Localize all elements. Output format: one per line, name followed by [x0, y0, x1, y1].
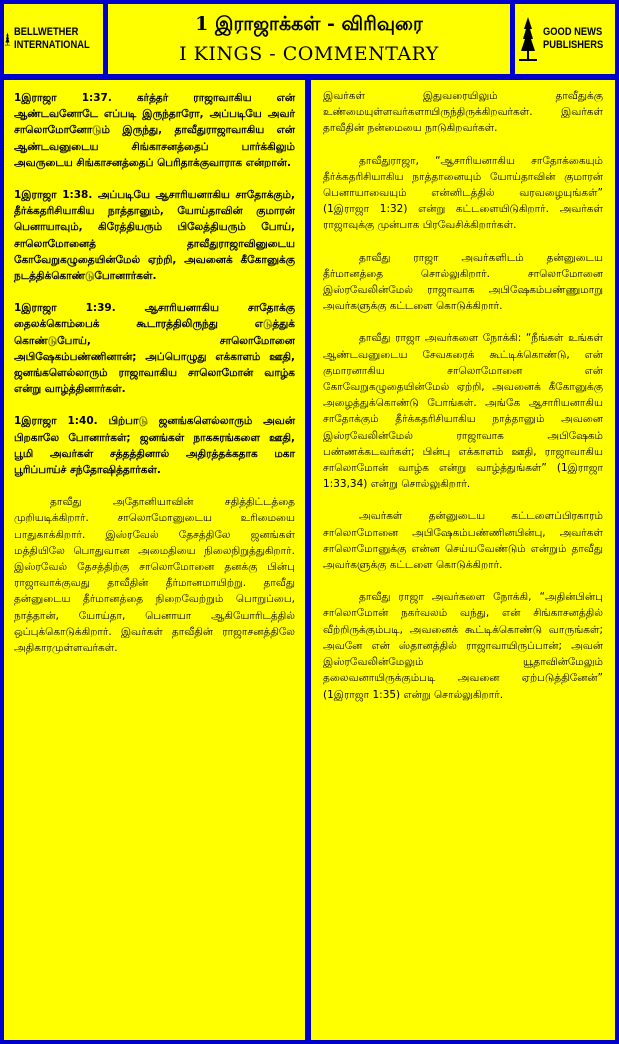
left-column — [4, 80, 305, 1040]
title-tamil: 1 இராஜாக்கள் - விரிவுரை — [195, 13, 423, 35]
verse-1-37: 1இராஜா 1:37. கர்த்தர் ராஜாவாகிய என் ஆண்டவனோடே எப்படி இருந்தாரோ, அப்படியே அவர் சாலொமோனோடும் இருந்து, தாவீதுராஜாவாகிய என் ஆண்டவனுடைய சிங்காசனத்தைப் பார்க்கிலும் அவருடைய சிங்காசனத்தைப் பெரிதாக்குவாராக என்றான். — [14, 92, 295, 169]
verse-1-40: 1இராஜா 1:40. பிற்பாடு ஜனங்களெல்லாரும் அவன் பிறகாலே போனார்கள்; ஜனங்கள் நாகசுரங்களை ஊதி, பூமி அவர்கள் சத்தத்தினால் அதிரத்தக்கதாக மகா பூரிப்பாய்ச் சந்தோஷித்தார்கள். — [14, 415, 295, 477]
bellwether-logo — [4, 4, 103, 74]
right-column — [311, 80, 615, 1040]
verse-1-38: 1இராஜா 1:38. அப்படியே ஆசாரியனாகிய சாதோக்கும், தீர்க்கதரிசியாகிய நாத்தானும், யோய்தாவின் குமாரன் பெனாயாவும், கிரேத்தியரும் பிலேத்தியரும் போய், சாலொமோனைத் தாவீதுராஜாவினுடைய கோவேறுகழுதையின்மேல் ஏற்றி, அவனைக் கீகோனுக்கு நடத்திக்கொண்டுபோனார்கள். — [14, 189, 295, 283]
right-logo-line2: PUBLISHERS — [543, 39, 604, 51]
commentary-paragraph: தாவீது ராஜா அவர்களிடம் தன்னுடைய தீர்மானத்தை சொல்லுகிறார். சாலொமோனை இஸ்ரவேலின்மேல் ராஜாவாக அபிஷேகம்பண்ணுமாறு அவர்களுக்கு கட்டளை கொடுக்கிறார். — [323, 251, 603, 313]
good-news-icon — [516, 15, 540, 63]
verse-1-39: 1இராஜா 1:39. ஆசாரியனாகிய சாதோக்கு தைலக்கொம்பைக் கூடாரத்திலிருந்து எடுத்துக் கொண்டுபோய், சாலொமோனை அபிஷேகம்பண்ணினான்; அப்பொழுது எக்காளம் ஊதி, ஜனங்களெல்லாரும் ராஜாவாகிய சாலொமோன் வாழ்க என்று வாழ்த்தினார்கள். — [14, 302, 295, 396]
commentary-paragraph: தாவீது ராஜா அவர்களை நோக்கி: “நீங்கள் உங்கள் ஆண்டவனுடைய சேவகரைக் கூட்டிக்கொண்டு, என் குமாரனாகிய சாலொமோனை என் கோவேறுகழுதையின்மேல் ஏற்றி, அவனைக் கீகோனுக்கு அழைத்துக்கொண்டு போங்கள். அங்கே ஆசாரியனாகிய சாதோக்கும் தீர்க்கதரிசியாகிய நாத்தானும் அவனை இஸ்ரவேலின்மேல் ராஜாவாக அபிஷேகம் பண்ணக்கடவர்கள்; பின்பு எக்காளம் ஊதி, ராஜாவாகிய சாலொமோன் வாழ்க என்று வாழ்த்துங்கள்” (1இராஜா 1:33,34) என்று சொல்லுகிறார். — [323, 332, 603, 491]
left-logo-line1: BELLWETHER — [13, 26, 79, 38]
page-header — [108, 4, 510, 74]
commentary-paragraph: தாவீது அதோனியாவின் சதித்திட்டத்தை முறியடிக்கிறார். சாலொமோனுடைய உரிமையை பாதுகாக்கிறார். இஸ்ரவேல் தேசத்திலே ஜனங்கள் மத்தியிலே பொதுவான அமைதியை நிலைநிறுத்துகிறார். இஸ்ரவேல் தேசத்திற்கு சாலொமோனை தனக்கு பின்பு ராஜாவாக்குவது தாவீதின் தீர்மானமாயிற்று. தாவீது தன்னுடைய தீர்மானத்தை நிறைவேற்றும் பொறுப்பை, நாத்தான், யோய்தா, பெனாயா ஆகியோரிடத்தில் ஒப்புக்கொடுக்கிறார். இவர்கள் தாவீதின் ராஜாசனத்திலே அதிகாரமுள்ளவர்கள். — [14, 496, 295, 655]
commentary-paragraph: தாவீதுராஜா, “ஆசாரியனாகிய சாதோக்கையும் தீர்க்கதரிசியாகிய நாத்தானையும் யோய்தாவின் குமாரன் பெனாயாவையும் என்னிடத்தில் வரவழையுங்கள்” (1இராஜா 1:32) என்று கட்டளையிடுகிறார். அவர்கள் ராஜாவுக்கு முன்பாக பிரவேசிக்கிறார்கள். — [323, 154, 603, 232]
left-logo-line2: INTERNATIONAL — [13, 39, 90, 51]
good-news-logo — [515, 4, 615, 74]
commentary-paragraph: அவர்கள் தன்னுடைய கட்டளைப்பிரகாரம் சாலொமோனை அபிஷேகம்பண்ணினபின்பு, அவர்கள் சாலொமோனுக்கு என்ன செய்யவேண்டும் என்றும் தாவீது அவர்களுக்கு கட்டளை கொடுக்கிறார். — [323, 510, 603, 572]
right-logo-line1: GOOD NEWS — [543, 26, 603, 38]
commentary-paragraph: தாவீது ராஜா அவர்களை நோக்கி, “அதின்பின்பு சாலொமோன் நகர்வலம் வந்து, என் சிங்காசனத்தில் வீற்றிருக்கும்படி, அவனைக் கூட்டிக்கொண்டு வாருங்கள்; அவனே என் ஸ்தானத்தில் ராஜாவாயிருப்பான்; அவன் இஸ்ரவேலின்மேலும் யூதாவின்மேலும் தலைவனாயிருக்கும்படி அவனை ஏற்படுத்தினேன்” (1இராஜா 1:35) என்று சொல்லுகிறார். — [323, 591, 603, 701]
commentary-paragraph: இவர்கள் இதுவரையிலும் தாவீதுக்கு உண்மையுள்ளவர்களாயிருந்திருக்கிறவர்கள். இவர்கள் தாவீதின் நன்மையை நாடுகிறவர்கள். — [323, 90, 603, 135]
bellwether-icon — [4, 15, 11, 63]
title-english: I KINGS - COMMENTARY — [179, 43, 439, 65]
